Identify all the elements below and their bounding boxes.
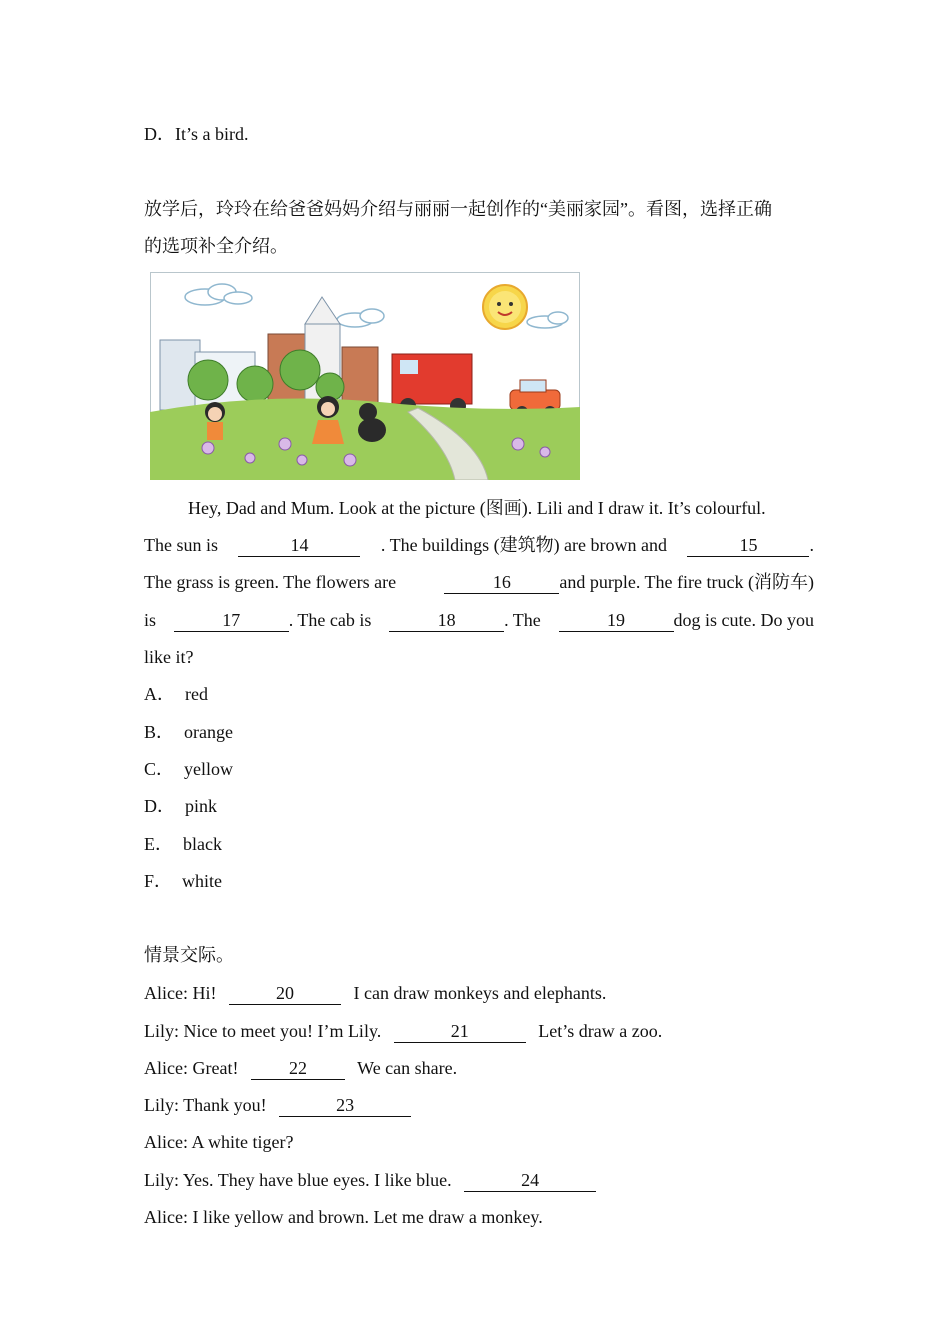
- blank-20[interactable]: 20: [229, 982, 341, 1005]
- blank-19[interactable]: 19: [559, 609, 674, 632]
- dialogue-line: [144, 1204, 814, 1230]
- dialogue-line: [144, 1167, 814, 1193]
- option-b: [144, 719, 814, 745]
- instruction-line-2: 的选项补全介绍。: [144, 236, 288, 256]
- option-label: C．: [144, 759, 175, 779]
- option-text: red: [185, 684, 208, 704]
- option-a: [144, 681, 814, 707]
- option-text: white: [182, 871, 223, 891]
- passage-text: The sun is: [144, 535, 218, 555]
- passage-line-2: [144, 532, 814, 558]
- passage-text: . The: [504, 610, 541, 630]
- dialogue-text: Alice: I like yellow and brown. Let me draw a monkey.: [144, 1207, 543, 1227]
- passage-text: and purple. The fire truck (消防车): [559, 572, 814, 592]
- passage-text: . The cab is: [288, 610, 372, 630]
- blank-17[interactable]: 17: [174, 609, 289, 632]
- dialogue-text: Lily: Nice to meet you! I’m Lily.: [144, 1021, 382, 1041]
- blank-14[interactable]: 14: [238, 534, 360, 557]
- passage-line-3: [144, 569, 814, 595]
- dialogue-line: [144, 1018, 814, 1044]
- passage-text: dog is cute. Do you: [673, 610, 814, 630]
- option-label: F．: [144, 871, 173, 891]
- option-label: D．: [144, 796, 175, 816]
- option-label: E．: [144, 834, 173, 854]
- dialogue-text: Lily: Yes. They have blue eyes. I like blue.: [144, 1170, 452, 1190]
- dialogue-text: I can draw monkeys and elephants.: [353, 983, 607, 1003]
- passage-text: Hey, Dad and Mum. Look at the picture (图画). Lili and I draw it. It’s colourful.: [188, 498, 766, 518]
- dialogue-line: [144, 1129, 814, 1155]
- dialogue-text: We can share.: [357, 1058, 458, 1078]
- dialogue-line: [144, 1092, 814, 1118]
- dialogue-line: [144, 980, 814, 1006]
- passage-text: is: [144, 610, 157, 630]
- blank-22[interactable]: 22: [251, 1057, 345, 1080]
- option-f: [144, 868, 814, 894]
- option-text: yellow: [184, 759, 234, 779]
- option-text: orange: [184, 722, 233, 742]
- sun-icon: [483, 285, 527, 329]
- option-e: [144, 831, 814, 857]
- option-d: [144, 793, 814, 819]
- blank-18[interactable]: 18: [389, 609, 504, 632]
- blank-16[interactable]: 16: [444, 571, 559, 594]
- blank-24[interactable]: 24: [464, 1169, 596, 1192]
- passage-text: . The buildings (建筑物) are brown and: [380, 535, 668, 555]
- option-text: It’s a bird.: [175, 124, 249, 144]
- passage-text: The grass is green. The flowers are: [144, 572, 397, 592]
- passage-line-5: like it?: [144, 647, 194, 667]
- section-title: 情景交际。: [144, 945, 234, 965]
- instruction-line-1: 放学后，玲玲在给爸爸妈妈介绍与丽丽一起创作的“美丽家园”。看图，选择正确: [144, 199, 772, 219]
- option-label: A．: [144, 684, 175, 704]
- option-label: D．: [144, 124, 175, 144]
- dialogue-text: Alice: A white tiger?: [144, 1132, 294, 1152]
- dialogue-text: Alice: Great!: [144, 1058, 239, 1078]
- passage-text: .: [809, 535, 814, 555]
- option-label: B．: [144, 722, 175, 742]
- passage-line-4: [144, 607, 814, 633]
- beautiful-home-illustration: [150, 272, 580, 480]
- dialogue-text: Alice: Hi!: [144, 983, 217, 1003]
- blank-15[interactable]: 15: [687, 534, 809, 557]
- option-d-prev: [144, 121, 814, 147]
- option-text: black: [183, 834, 222, 854]
- blank-21[interactable]: 21: [394, 1020, 526, 1043]
- dialogue-text: Lily: Thank you!: [144, 1095, 267, 1115]
- dialogue-text: Let’s draw a zoo.: [538, 1021, 663, 1041]
- dialogue-line: [144, 1055, 814, 1081]
- option-c: [144, 756, 814, 782]
- passage-line-1: [144, 495, 814, 521]
- option-text: pink: [185, 796, 218, 816]
- blank-23[interactable]: 23: [279, 1094, 411, 1117]
